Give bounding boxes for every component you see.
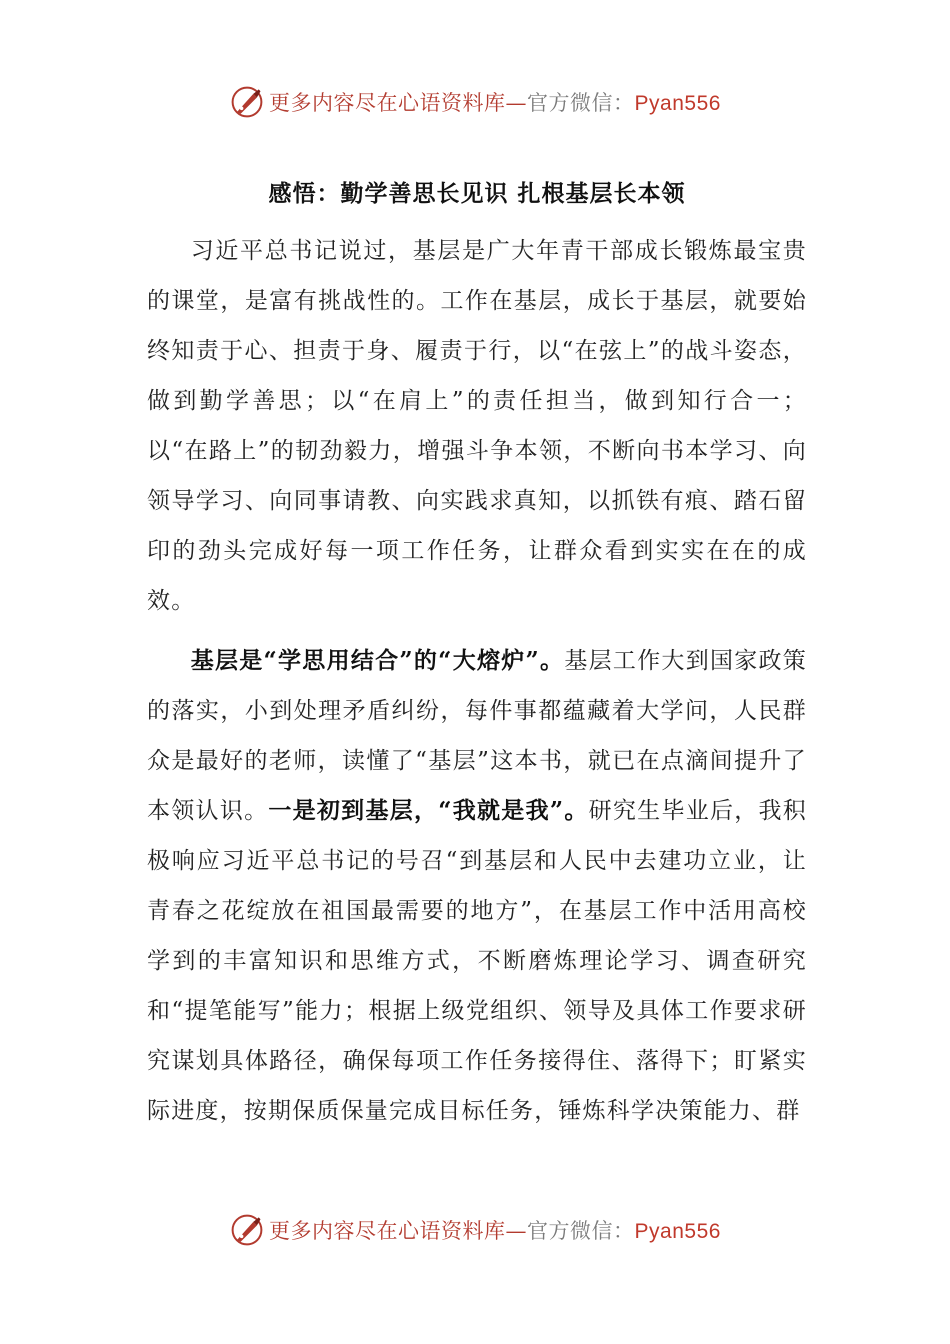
- paragraph-2-heading: 基层是“学思用结合”的“大熔炉”。: [190, 647, 565, 674]
- watermark-text: 更多内容尽在心语资料库—官方微信：Pyan556: [269, 1219, 721, 1243]
- document-title: 感悟：勤学善思长见识 扎根基层长本领: [268, 180, 686, 207]
- paragraph-1: 习近平总书记说过，基层是广大年青干部成长锻炼最宝贵的课堂，是富有挑战性的。工作在基层，成长于基层，就要始终知责于心、担责于身、履责于行，以“在弦上”的战斗姿态，做到勤学善思；以“在肩上”的责任担当，做到知行合一；以“在路上”的韧劲毅力，增强斗争本领，不断向书本学习、向领导学习、向同事请教、向实践求真知，以抓铁有痕、踏石留印的劲头完成好每一项工作任务，让群众看到实实在在的成效。: [147, 238, 807, 614]
- pen-nib-logo-icon: [229, 1212, 265, 1248]
- paragraph-2: 基层是“学思用结合”的“大熔炉”。基层工作大到国家政策的落实，小到处理矛盾纠纷，每件事都蕴藏着大学问，人民群众是最好的老师，读懂了“基层”这本书，就已在点滴间提升了本领认识。一是初到基层，“我就是我”。研究生毕业后，我积极响应习近平总书记的号召“到基层和人民中去建功立业，让青春之花绽放在祖国最需要的地方”，在基层工作中活用高校学到的丰富知识和思维方式，不断磨炼理论学习、调查研究和“提笔能写”能力；根据上级党组织、领导及具体工作要求研究谋划具体路径，确保每项工作任务接得住、落得下；盯紧实际进度，按期保质保量完成目标任务，锤炼科学决策能力、群: [147, 647, 807, 1124]
- watermark-text: 更多内容尽在心语资料库—官方微信：Pyan556: [269, 91, 721, 115]
- footer-watermark-banner: [0, 1208, 950, 1252]
- document-body: [147, 172, 807, 1136]
- pen-nib-logo-icon: [229, 84, 265, 120]
- paragraph-2-subheading: 一是初到基层，“我就是我”。: [268, 797, 589, 824]
- header-watermark-banner: [0, 80, 950, 124]
